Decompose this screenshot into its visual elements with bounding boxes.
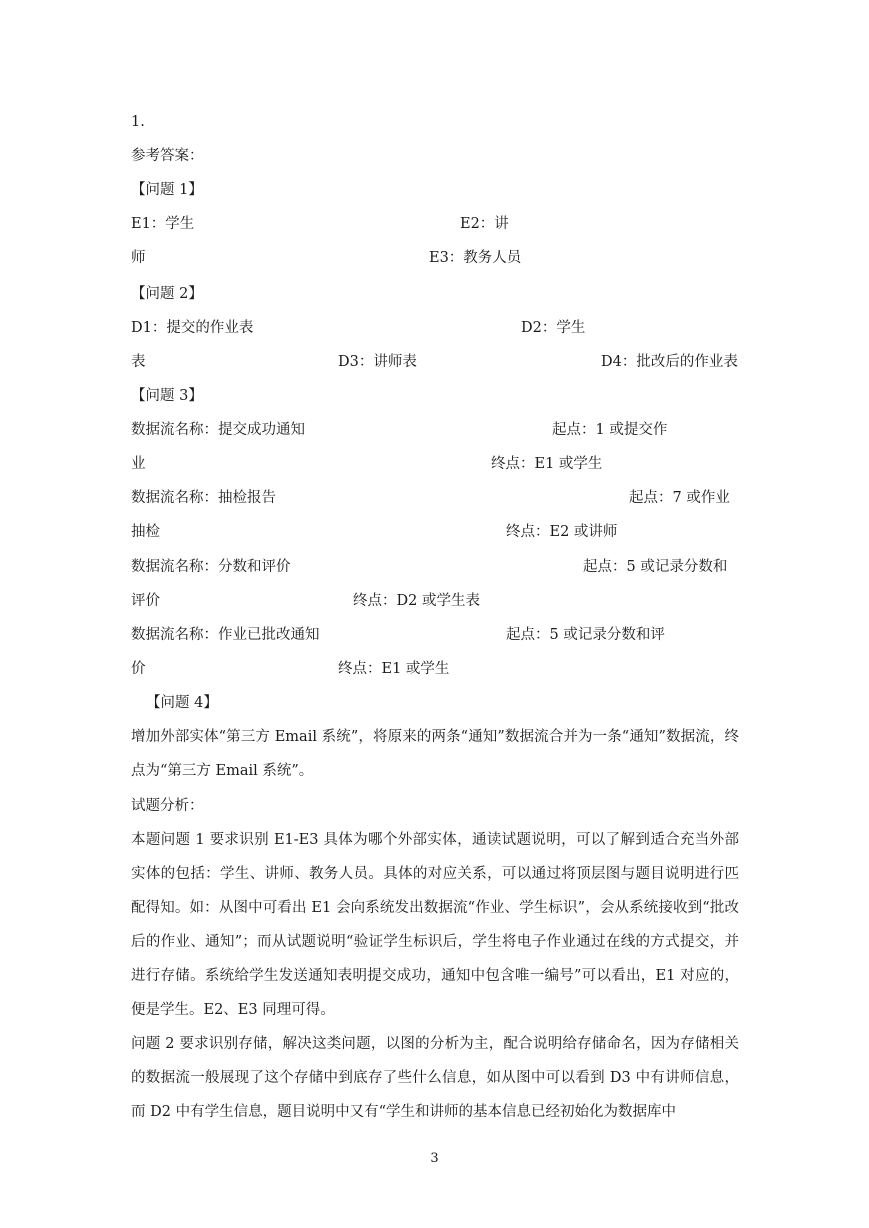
analysis-paragraph-2: 问题 2 要求识别存储，解决这类问题，以图的分析为主，配合说明给存储命名，因为存储相关的数据流一般展现了这个存储中到底存了些什么信息，如从图中可以看到 D3 中有讲师信息，而 D2 中有学生信息，题目说明中又有“学生和讲师的基本信息已经初始化为数据库中 [131, 1036, 739, 1120]
q3-flow-4-name: 数据流名称：作业已批改通知 [131, 627, 320, 643]
q2-heading: 【问题 2】 [131, 286, 203, 302]
q3-flow-1-name: 数据流名称：提交成功通知 [131, 422, 305, 438]
q3-flow-3-end: 终点：D2 或学生表 [353, 593, 480, 609]
q3-flow-1-start: 起点：1 或提交作 [552, 422, 668, 438]
q3-flow-1-start-cont: 业 [131, 456, 146, 472]
q3-flow-1-end: 终点：E1 或学生 [491, 456, 603, 472]
q3-flow-3-start-cont: 评价 [131, 593, 160, 609]
q3-flow-3-start: 起点：5 或记录分数和 [583, 559, 728, 575]
q2-d2: D2：学生 [521, 320, 586, 336]
q2-d3: D3：讲师表 [338, 354, 417, 370]
page-number: 3 [430, 1151, 439, 1166]
q1-e2: E2：讲 [460, 216, 509, 232]
item-number: 1. [131, 114, 145, 130]
q3-flow-4-start-cont: 价 [131, 661, 146, 677]
q1-e3: E3：教务人员 [429, 250, 522, 266]
q2-d1: D1：提交的作业表 [131, 320, 254, 336]
q3-flow-2-start: 起点：7 或作业 [629, 490, 730, 506]
q2-d4: D4：批改后的作业表 [601, 354, 738, 370]
q3-flow-4-start: 起点：5 或记录分数和评 [506, 627, 665, 643]
q3-flow-4-end: 终点：E1 或学生 [338, 661, 450, 677]
analysis-paragraph-1: 本题问题 1 要求识别 E1-E3 具体为哪个外部实体，通读试题说明，可以了解到适合充当外部实体的包括：学生、讲师、教务人员。具体的对应关系，可以通过将顶层图与题目说明进行匹配得知。如：从图中可看出 E1 会向系统发出数据流“作业、学生标识”，会从系统接收到“批改后的作业、通知”；而从试题说明“验证学生标识后，学生将电子作业通过在线的方式提交，并进行存储。系统给学生发送通知表明提交成功，通知中包含唯一编号”可以看出，E1 对应的，便是学生。E2、E3 同理可得。 [131, 832, 739, 1018]
analysis-title: 试题分析： [131, 798, 204, 814]
q4-heading: 【问题 4】 [146, 695, 218, 711]
q3-flow-2-name: 数据流名称：抽检报告 [131, 490, 276, 506]
answer-title: 参考答案： [131, 148, 204, 164]
q3-flow-2-end: 终点：E2 或讲师 [506, 524, 618, 540]
q1-e1: E1：学生 [131, 216, 195, 232]
q3-flow-2-start-cont: 抽检 [131, 524, 160, 540]
q2-d2-cont: 表 [131, 354, 146, 370]
q1-e2-cont: 师 [131, 250, 146, 266]
q3-flow-3-name: 数据流名称：分数和评价 [131, 559, 291, 575]
q1-heading: 【问题 1】 [131, 182, 203, 198]
q4-answer: 增加外部实体“第三方 Email 系统”，将原来的两条“通知”数据流合并为一条“通知”数据流，终点为“第三方 Email 系统”。 [131, 729, 739, 779]
q3-heading: 【问题 3】 [131, 388, 203, 404]
